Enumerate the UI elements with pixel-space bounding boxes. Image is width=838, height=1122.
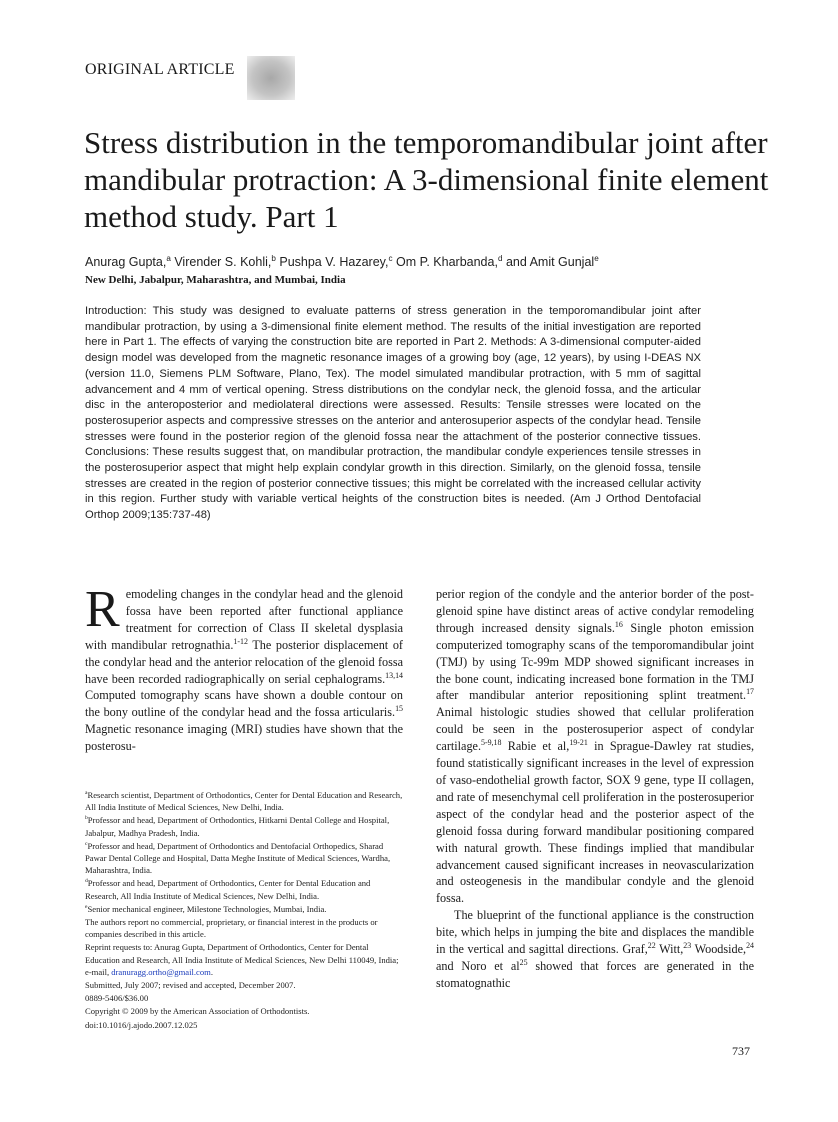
article-title: Stress distribution in the temporomandibular joint after mandibular protraction: A 3-dimensional finite element method study. Part 1: [84, 125, 769, 234]
section-label: ORIGINAL ARTICLE: [85, 61, 235, 78]
text-run: emodeling changes in the condylar head and the glenoid fossa have been reported after functional appliance treatment for correction of Class II skeletal dysplasia with mandibular retrognathia.: [85, 587, 403, 652]
text-run: The posterior displacement of the condylar head and the anterior relocation of the glenoid fossa have been recorded radiographically on serial cephalograms.: [85, 637, 403, 686]
text-run: Magnetic resonance imaging (MRI) studies have shown that the posterosu-: [85, 722, 403, 754]
footnotes: [85, 789, 403, 1032]
footnote-affiliation-e: $^e$Senior mechanical engineer, Milestone Technologies, Mumbai, India.: [85, 903, 327, 914]
author-name: Virender S. Kohli,: [174, 255, 272, 269]
author-affiliation-mark: e: [594, 253, 599, 263]
author-list: [85, 255, 765, 269]
email-link[interactable]: dranuragg.ortho@gmail.com: [111, 966, 211, 977]
author-locations: New Delhi, Jabalpur, Maharashtra, and Mumbai, India: [85, 274, 346, 286]
author-name: Pushpa V. Hazarey,: [279, 255, 389, 269]
text-run: Single photon emission computerized tomography scans of the temporomandibular joint (TMJ) by using Tc-99m MDP showed significant increases in the bone count, indicating increased bone formation in the TMJ after mandibular anterior repositioning splint treatment.: [436, 620, 754, 703]
text-run: Animal histologic studies showed that cellular proliferation could be seen in the posterosuperior aspect of condylar cartilage.: [436, 705, 754, 754]
citation-superscript: 23: [683, 940, 692, 950]
citation-superscript: 22: [647, 940, 656, 950]
text-run: and Noro et al: [436, 958, 520, 973]
text-run: Computed tomography scans have shown a double contour on the bony outline of the condylar head and the fossa articularis.: [85, 688, 403, 720]
citation-superscript: 5-9,18: [481, 738, 502, 748]
author-affiliation-mark: c: [388, 253, 393, 263]
citation-superscript: 15: [395, 704, 403, 714]
author-affiliation-mark: a: [166, 253, 171, 263]
abstract: Introduction: This study was designed to evaluate patterns of stress generation in the temporomandibular joint after mandibular protraction, by using a 3-dimensional finite element method. The results of the initial investigation are reported here in Part 1. The effects of varying the construction bite are reported in Part 2. Methods: A 3-dimensional computer-aided design model was developed from the magnetic resonance images of a growing boy (age, 12 years), by using I-DEAS NX (version 11.0, Siemens PLM Software, Plano, Tex). The model simulated mandibular protraction, with 5 mm of sagittal advancement and 4 mm of vertical opening. Stress distributions on the condylar neck, the glenoid fossa, and the articular disc in the anteroposterior and mediolateral directions were assessed. Results: Tensile stresses were located on the posterosuperior aspects and compressive stresses on the anterior and anterosuperior aspects of the condylar head. Tensile stresses were found in the posterior region of the glenoid fossa near the attachment of the posterior connective tissues. Conclusions: These results suggest that, on mandibular protraction, the mandibular condyle experiences tensile stresses in the posterosuperior aspect that might help explain condylar growth in this direction. Similarly, on the glenoid fossa, tensile stresses are created in the region of posterior connective tissues; this might be correlated with the increased cellular activity in this region. Further study with variable vertical heights of the construction bites is needed. (Am J Orthod Dentofacial Orthop 2009;135:737-48): [85, 305, 701, 522]
author-affiliation-mark: d: [497, 253, 503, 263]
footnote-reprint: Reprint requests to: Anurag Gupta, Department of Orthodontics, Center for Dental Education and Research, All India Institute of Medical Sciences, New Delhi 110049, India; e-mail, dranuragg.ortho@gmail.com.: [85, 942, 399, 977]
text-run: The blueprint of the functional appliance is the construction bite, which helps in jumping the bite and displaces the mandible in the vertical and sagittal directions. Graf,: [436, 908, 754, 957]
footnote-affiliation-d: $^d$Professor and head, Department of Orthodontics, Center for Dental Education and Research, All India Institute of Medical Sciences, New Delhi, India.: [85, 878, 371, 901]
citation-superscript: 16: [614, 619, 623, 629]
author-affiliation-mark: b: [271, 253, 276, 263]
citation-superscript: 19-21: [569, 738, 588, 748]
text-run: in Sprague-Dawley rat studies, found statistically significant increases in the level of expression of vaso-endothelial growth factor, SOX 9 gene, type II collagen, and rate of mesenchymal cell proliferation in the posterosuperior aspect of the condylar head and the posterior aspect of the glenoid fossa during forward mandibular positioning compared with natural growth. These findings implied that mandibular advancement caused significant increases in neovascularization and osteogenesis in the mandibular condyle and the glenoid fossa.: [436, 739, 754, 906]
footnote-doi: doi:10.1016/j.ajodo.2007.12.025: [85, 1019, 198, 1030]
footnote-affiliation-c: $^c$Professor and head, Department of Orthodontics and Dentofacial Orthopedics, Sharad Pawar Dental College and Hospital, Datta Meghe Institute of Medical Sciences, Wardha, Maharashtra, India.: [85, 840, 391, 876]
page-number: 737: [732, 1044, 750, 1058]
footnote-copyright: Copyright © 2009 by the American Association of Orthodontists.: [85, 1006, 310, 1017]
citation-superscript: 25: [519, 957, 528, 967]
body-paragraph: [436, 907, 754, 992]
citation-superscript: 17: [746, 687, 754, 697]
text-run: Rabie et al,: [501, 739, 570, 754]
body-column-right: [436, 586, 754, 992]
header-shade-block: [247, 56, 295, 100]
text-run: showed that forces are generated in the stomatognathic: [436, 958, 754, 990]
body-column-left: [85, 581, 403, 755]
citation-superscript: 24: [746, 940, 755, 950]
author-name: Om P. Kharbanda,: [396, 255, 498, 269]
footnote-submitted: Submitted, July 2007; revised and accepted, December 2007.: [85, 980, 296, 991]
footnote-affiliation-b: $^b$Professor and head, Department of Orthodontics, Hitkarni Dental College and Hospital, Jabalpur, Madhya Pradesh, India.: [85, 815, 390, 838]
author-name: Anurag Gupta,: [85, 255, 167, 269]
drop-cap: R: [85, 581, 120, 638]
text-run: perior region of the condyle and the anterior border of the post-glenoid spine have distinct areas of active condylar remodeling through increased density signals.: [436, 587, 754, 635]
footnote-disclosure: The authors report no commercial, proprietary, or financial interest in the products or companies described in this article.: [85, 917, 378, 940]
text-run: Woodside,: [691, 942, 747, 957]
citation-superscript: 1-12: [233, 636, 248, 646]
text-run: Witt,: [655, 942, 684, 957]
author-name: and Amit Gunjal: [505, 255, 595, 269]
body-paragraph: [436, 586, 754, 907]
footnote-affiliation-a: $^a$Research scientist, Department of Orthodontics, Center for Dental Education and Research, All India Institute of Medical Sciences, New Delhi, India.: [85, 790, 403, 813]
footnote-issn: 0889-5406/$36.00: [85, 993, 149, 1004]
citation-superscript: 13,14: [385, 670, 403, 680]
body-paragraph: [85, 581, 403, 755]
